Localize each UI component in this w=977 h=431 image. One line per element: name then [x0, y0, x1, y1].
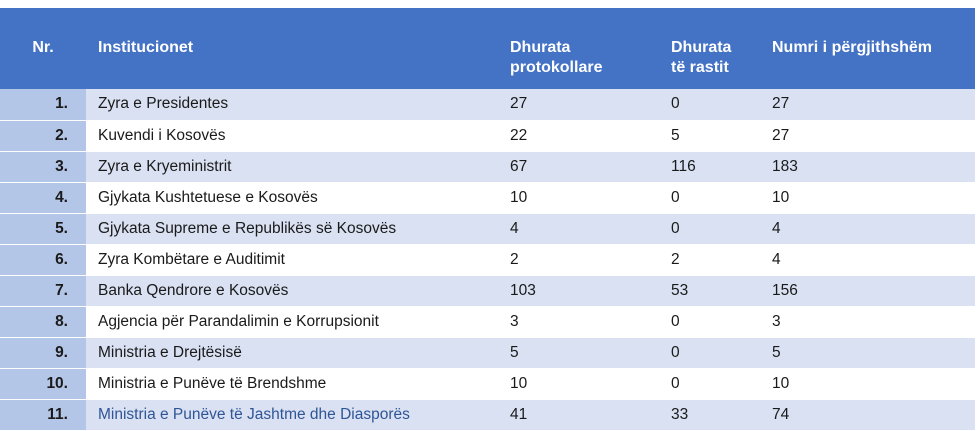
- protocol-cell: 27: [498, 89, 659, 120]
- header-total: Numri i përgjithshëm: [772, 39, 933, 56]
- table-row: [0, 306, 975, 337]
- occasional-cell: 0: [659, 306, 760, 337]
- row-number: 11.: [0, 399, 86, 430]
- table-row: [0, 337, 975, 368]
- protocol-cell: 4: [498, 213, 659, 244]
- protocol-cell: 5: [498, 337, 659, 368]
- protocol-cell: 103: [498, 275, 659, 306]
- protocol-cell: 41: [498, 399, 659, 430]
- protocol-cell: 67: [498, 151, 659, 182]
- total-cell: 10: [760, 368, 975, 399]
- occasional-cell: 0: [659, 213, 760, 244]
- total-cell: 156: [760, 275, 975, 306]
- table-row: [0, 244, 975, 275]
- occasional-cell: 116: [659, 151, 760, 182]
- header-protocol-gifts: Dhurata protokollare: [510, 39, 603, 76]
- row-number: 3.: [0, 151, 86, 182]
- total-cell: 74: [760, 399, 975, 430]
- table-row: [0, 89, 975, 120]
- institution-cell: Ministria e Drejtësisë: [86, 337, 498, 368]
- protocol-cell: 3: [498, 306, 659, 337]
- row-number: 5.: [0, 213, 86, 244]
- table-row: [0, 368, 975, 399]
- row-number: 1.: [0, 89, 86, 120]
- institution-cell: Ministria e Punëve të Brendshme: [86, 368, 498, 399]
- occasional-cell: 53: [659, 275, 760, 306]
- institution-cell: Agjencia për Parandalimin e Korrupsionit: [86, 306, 498, 337]
- row-number: 7.: [0, 275, 86, 306]
- protocol-cell: 22: [498, 120, 659, 151]
- total-cell: 4: [760, 213, 975, 244]
- gifts-table-container: [0, 8, 975, 431]
- institution-cell: Kuvendi i Kosovës: [86, 120, 498, 151]
- protocol-cell: 10: [498, 368, 659, 399]
- occasional-cell: 33: [659, 399, 760, 430]
- gifts-table: [0, 8, 975, 431]
- header-institution: Institucionet: [98, 39, 194, 56]
- row-number: 2.: [0, 120, 86, 151]
- row-number: 4.: [0, 182, 86, 213]
- institution-cell: Zyra Kombëtare e Auditimit: [86, 244, 498, 275]
- institution-cell: Ministria e Punëve të Jashtme dhe Diasporës: [86, 399, 498, 430]
- row-number: 9.: [0, 337, 86, 368]
- table-row: [0, 151, 975, 182]
- total-cell: 5: [760, 337, 975, 368]
- occasional-cell: 0: [659, 182, 760, 213]
- institution-cell: Banka Qendrore e Kosovës: [86, 275, 498, 306]
- total-cell: 10: [760, 182, 975, 213]
- institution-cell: Gjykata Supreme e Republikës së Kosovës: [86, 213, 498, 244]
- occasional-cell: 5: [659, 120, 760, 151]
- row-number: 10.: [0, 368, 86, 399]
- occasional-cell: 0: [659, 337, 760, 368]
- table-row: [0, 213, 975, 244]
- total-cell: 183: [760, 151, 975, 182]
- total-cell: 4: [760, 244, 975, 275]
- table-row: [0, 182, 975, 213]
- total-cell: 27: [760, 120, 975, 151]
- total-cell: 27: [760, 89, 975, 120]
- protocol-cell: 10: [498, 182, 659, 213]
- table-row: [0, 120, 975, 151]
- protocol-cell: 2: [498, 244, 659, 275]
- institution-cell: Zyra e Kryeministrit: [86, 151, 498, 182]
- header-occasional-gifts: Dhurata të rastit: [671, 39, 732, 76]
- row-number: 6.: [0, 244, 86, 275]
- table-row: [0, 275, 975, 306]
- occasional-cell: 0: [659, 368, 760, 399]
- table-header-row: [0, 8, 975, 89]
- occasional-cell: 2: [659, 244, 760, 275]
- header-nr: Nr.: [32, 39, 54, 56]
- total-cell: 3: [760, 306, 975, 337]
- row-number: 8.: [0, 306, 86, 337]
- occasional-cell: 0: [659, 89, 760, 120]
- institution-cell: Zyra e Presidentes: [86, 89, 498, 120]
- table-row: [0, 399, 975, 430]
- institution-cell: Gjykata Kushtetuese e Kosovës: [86, 182, 498, 213]
